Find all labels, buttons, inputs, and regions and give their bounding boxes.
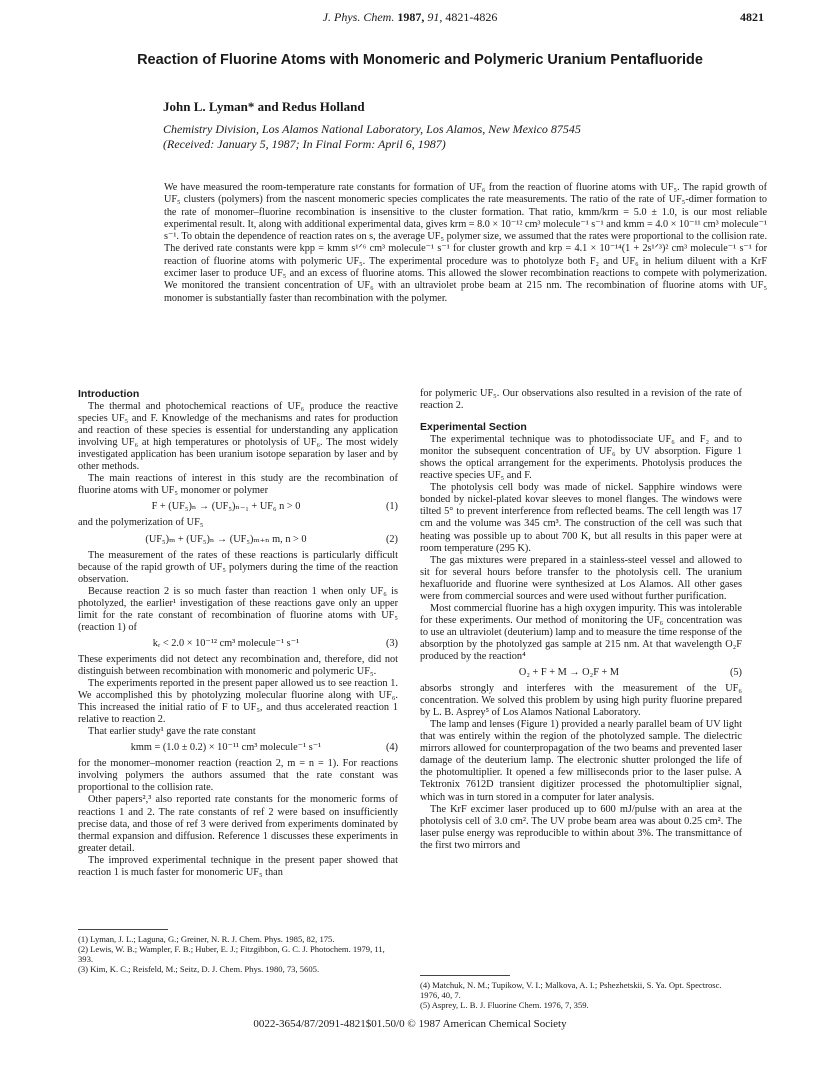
paragraph: The gas mixtures were prepared in a stainless-steel vessel and allowed to sit for several hours before transfer to the photolysis cell. The uranium hexafluoride and fluorine were synthesized at Los Alamos. All other gases were from commercial sources and were used without further purification. [420, 554, 742, 602]
paragraph: The measurement of the rates of these reactions is particularly difficult because of the rapid growth of UF₅ polymers during the time of the reaction observation. [78, 549, 398, 585]
paragraph: The main reactions of interest in this study are the recombination of fluorine atoms with UF₅ monomer or polymer [78, 473, 398, 497]
equation-number: (3) [385, 637, 398, 649]
paragraph: Because reaction 2 is so much faster than reaction 1 when only UF₆ is photolyzed, the earlier¹ investigation of these reactions gave only an upper limit for the rate constant of recombination of fluorine atoms with UF₅ (reaction 1) of [78, 585, 398, 633]
journal-volume: 91, [427, 10, 443, 24]
equation-1 [78, 501, 398, 513]
paragraph: The lamp and lenses (Figure 1) provided a nearly parallel beam of UV light that was entirely within the region of the photolyzed sample. The dielectric mirrors allowed for counterpropagation of the two beams and prevented laser damage of the deuterium lamp. The electronic shutter prolonged the life of the photomultiplier. It opened a few milliseconds prior to the laser pulse. A Tektronix 7612D transient digitizer processed the photomultiplier signal, which was in turn stored in a computer for later analysis. [420, 719, 742, 803]
paragraph: That earlier study¹ gave the rate constant [88, 726, 256, 738]
equation-5 [420, 667, 742, 679]
paragraph: for the monomer–monomer reaction (reaction 2, m = n = 1). For reactions involving polymers the authors assumed that the rate constant was proportional to the collision rate. [78, 758, 398, 794]
footnote-rule [78, 929, 168, 930]
paragraph: absorbs strongly and interferes with the measurement of the UF₆ concentration. We solved this problem by using high purity fluorine prepared by L. B. Asprey⁵ of Los Alamos National Laboratory. [420, 683, 742, 719]
affiliation-line: Chemistry Division, Los Alamos National Laboratory, Los Alamos, New Mexico 87545 [163, 122, 581, 136]
experimental-heading: Experimental Section [420, 421, 527, 434]
journal-pages: 4821-4826 [445, 10, 498, 24]
article-authors: John L. Lyman* and Redus Holland [163, 99, 365, 114]
journal-name: J. Phys. Chem. [322, 10, 395, 24]
paragraph: The KrF excimer laser produced up to 600 mJ/pulse with an area at the photolysis cell of 3.0 cm². The UV probe beam area was about 0.25 cm². The laser pulse energy was reproducible to within about 3%. The transmittance of the first two mirrors and [420, 803, 742, 851]
right-column [420, 388, 742, 852]
equation-3 [78, 638, 398, 650]
left-column [78, 388, 398, 879]
paragraph: The improved experimental technique in the present paper showed that reaction 1 is much faster for monomeric UF₅ than [78, 854, 398, 878]
paragraph: and the polymerization of UF₅ [78, 517, 204, 529]
equation-text: O₂ + F + M → O₂F + M [518, 667, 620, 679]
paragraph: The experiments reported in the present paper allowed us to see reaction 1. We accomplished this by photolyzing molecular fluorine along with UF₆. This increased the initial ratio of F to UF₅, and thus accelerated reaction 1 relative to reaction 2. [78, 678, 398, 726]
equation-number: (2) [385, 533, 398, 545]
equation-text: F + (UF₅)ₙ → (UF₅)ₙ₋₁ + UF₆ n > 0 [151, 501, 301, 513]
equation-text: kᵣ < 2.0 × 10⁻¹² cm³ molecule⁻¹ s⁻¹ [152, 637, 300, 649]
paragraph: Other papers²,³ also reported rate constants for the monomeric forms of reactions 1 and 2. The rate constants of ref 2 were based on insufficiently precise data, and those of ref 3 were derived from experiments dominated by thermal expansion and diffusion. Reference 1 discusses these experiments in greater detail. [78, 794, 398, 854]
equation-text: kmm = (1.0 ± 0.2) × 10⁻¹¹ cm³ molecule⁻¹ s⁻¹ [130, 742, 322, 754]
paragraph: The thermal and photochemical reactions of UF₆ produce the reactive species UF₅ and F. Knowledge of the mechanisms and rates for production and reaction of these species is essential for understanding any application involving UF₆ at high temperatures or photolysis of UF₆. The most widely investigated application has been uranium isotope separation by laser and by other methods. [78, 401, 398, 473]
equation-2 [78, 534, 398, 546]
abstract: We have measured the room-temperature rate constants for formation of UF₆ from the reaction of fluorine atoms with UF₅. The rapid growth of UF₅ clusters (polymers) from the nascent monomeric species complicates the rate measurements. The ratio of the rate of UF₅-dimer formation to the rate of monomer–fluorine recombination is insensitive to the cluster formation. That ratio, kmm/krm = 5.0 ± 1.0, is our most reliable experimental result. It, along with additional experimental data, gives krm = 8.0 × 10⁻¹² cm³ molecule⁻¹ s⁻¹ and kmm = 4.0 × 10⁻¹¹ cm³ molecule⁻¹ s⁻¹. To obtain the dependence of reaction rates on s, the average UF₅ polymer size, we assumed that the rates were proportional to the collision rate. The derived rate constants were kpp = kmm s¹ᐟ⁶ cm³ molecule⁻¹ s⁻¹ for cluster growth and krp = 4.1 × 10⁻¹⁴(1 + 2s¹ᐟ³)² cm³ molecule⁻¹ s⁻¹ for reaction of fluorine atoms with polymeric UF₅. The experimental procedure was to photolyze both F₂ and UF₆ in helium diluent with a KrF excimer laser to produce UF₅ and an excess of fluorine atoms. This allowed the slower recombination reactions to compete with polymerization. We monitored the transient concentration of UF₆ with an ultraviolet probe beam at 215 nm. The recombination of fluorine atoms with UF₅ monomer is substantially faster than recombination with the polymer. [164, 182, 767, 304]
paragraph: These experiments did not detect any recombination and, therefore, did not distinguish between recombination with monomeric and polymeric UF₅. [78, 653, 398, 677]
affiliation-block [163, 122, 581, 152]
footnote: (3) Kim, K. C.; Reisfeld, M.; Seitz, D. J. Chem. Phys. 1980, 73, 5605. [78, 964, 320, 974]
footnote-rule [420, 975, 510, 976]
footnote: (5) Asprey, L. B. J. Fluorine Chem. 1976, 7, 359. [420, 1000, 589, 1010]
footnote: (1) Lyman, J. L.; Laguna, G.; Greiner, N. R. J. Chem. Phys. 1985, 82, 175. [78, 934, 335, 944]
copyright-line: 0022-3654/87/2091-4821$01.50/0 © 1987 American Chemical Society [253, 1018, 567, 1030]
journal-year: 1987, [397, 10, 425, 24]
equation-number: (4) [385, 742, 398, 754]
introduction-heading: Introduction [78, 388, 140, 400]
page-number: 4821 [740, 10, 764, 24]
equation-text: (UF₅)ₘ + (UF₅)ₙ → (UF₅)ₘ₊ₙ m, n > 0 [145, 533, 307, 545]
footnote: (4) Matchuk, N. M.; Tupikow, V. I.; Malkova, A. I.; Pshezhetskii, S. Ya. Opt. Spectrosc. 1976, 40, 7. [420, 980, 722, 1000]
footnote: (2) Lewis, W. B.; Wampler, F. B.; Huber, E. J.; Fitzgibbon, G. C. J. Photochem. 1979, 11, 393. [78, 944, 385, 964]
paragraph: The photolysis cell body was made of nickel. Sapphire windows were bonded by nickel-plated kovar sleeves to monel flanges. The windows were tilted 5° to prevent interference from reflected beams. The cell length was 17 cm and the volume was 345 cm³. The construction of the cell was such that heating was possible up to about 700 K, but all results in this paper were at room temperature (295 K). [420, 482, 742, 554]
equation-number: (5) [729, 667, 742, 679]
equation-number: (1) [385, 501, 398, 513]
footnotes-left [78, 934, 398, 974]
paragraph: Most commercial fluorine has a high oxygen impurity. This was intolerable for these experiments. Our method of monitoring the UF₆ concentration was to use an ultraviolet (deuterium) lamp and to measure the time response of the absorption by the photolyzed gas sample at 215 nm. At that wavelength O₂F produced by the reaction⁴ [420, 602, 742, 662]
paragraph: The experimental technique was to photodissociate UF₆ and F₂ and to monitor the subsequent concentration of UF₆ by UV absorption. Figure 1 shows the optical arrangement for the experiments. Photolysis produces the reactive species UF₅ and F. [420, 434, 742, 482]
received-line: (Received: January 5, 1987; In Final Form: April 6, 1987) [163, 137, 446, 151]
equation-4 [78, 742, 398, 754]
footnotes-right [420, 980, 742, 1010]
paragraph: for polymeric UF₅. Our observations also resulted in a revision of the rate of reaction 2. [420, 388, 742, 412]
article-title: Reaction of Fluorine Atoms with Monomeric and Polymeric Uranium Pentafluoride [137, 52, 703, 68]
running-header [0, 10, 820, 25]
